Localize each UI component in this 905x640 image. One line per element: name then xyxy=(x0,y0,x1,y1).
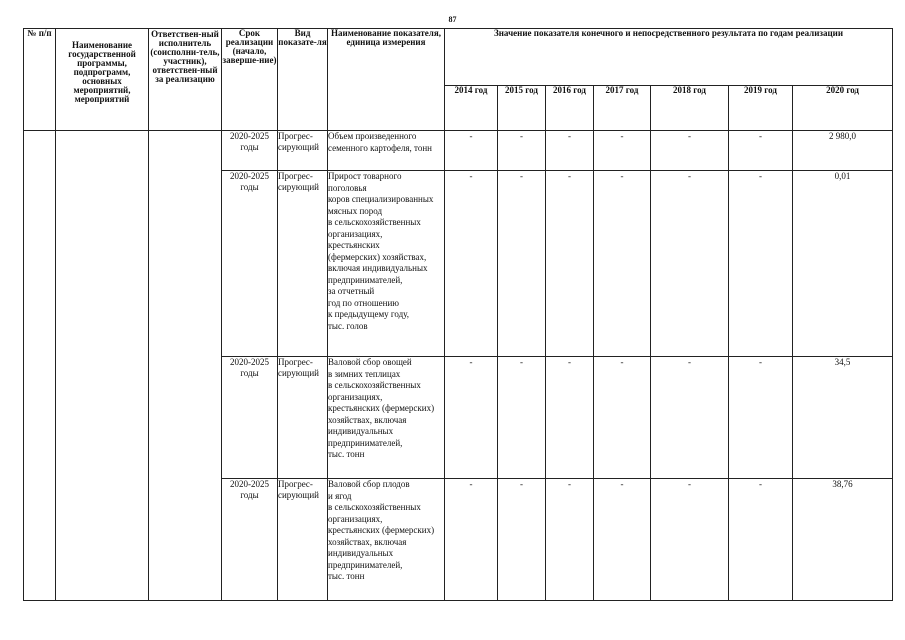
term-cell: 2020-2025 годы xyxy=(222,357,278,479)
indicator-line: год по отношению xyxy=(328,297,400,308)
header-term: Срок реализации (начало, заверше-ние) xyxy=(222,29,278,131)
value-2019: - xyxy=(729,357,793,479)
header-year-2015: 2015 год xyxy=(498,86,546,131)
indicator-name-cell xyxy=(328,479,445,601)
value-2018: - xyxy=(651,171,729,357)
table-row xyxy=(24,131,893,171)
value-2017: - xyxy=(594,479,651,601)
header-year-2016: 2016 год xyxy=(546,86,594,131)
value-2019: - xyxy=(729,131,793,171)
value-2016: - xyxy=(546,357,594,479)
indicator-line: (фермерских) хозяйствах, xyxy=(328,251,427,262)
header-executor: Ответствен-ный исполнитель (соисполни-тель, участник), ответствен-ный за реализацию xyxy=(149,29,222,131)
indicator-line: в сельскохозяйственных xyxy=(328,380,421,390)
value-2017: - xyxy=(594,131,651,171)
indicator-line: организациях, xyxy=(328,228,383,239)
indicator-line: к предыдущему году, xyxy=(328,309,410,319)
indicator-line: Объем произведенного xyxy=(328,131,417,141)
indicator-line: в сельскохозяйственных xyxy=(328,217,421,227)
header-program: Наименование государственной программы, подпрограмм, основных мероприятий, мероприятий xyxy=(56,29,149,131)
header-num: № п/п xyxy=(24,29,56,131)
term-cell: 2020-2025 годы xyxy=(222,171,278,357)
header-year-2019: 2019 год xyxy=(729,86,793,131)
indicator-line: включая индивидуальных xyxy=(328,263,428,273)
indicator-line: индивидуальных xyxy=(328,548,394,558)
indicator-name-cell xyxy=(328,131,445,171)
value-2020: 38,76 xyxy=(793,479,893,601)
indicator-line: тыс. тонн xyxy=(328,449,365,459)
value-2020: 34,5 xyxy=(793,357,893,479)
header-year-2020: 2020 год xyxy=(793,86,893,131)
term-cell: 2020-2025 годы xyxy=(222,131,278,171)
value-2014: - xyxy=(445,479,498,601)
indicator-line: крестьянских xyxy=(328,240,380,250)
value-2018: - xyxy=(651,357,729,479)
value-2014: - xyxy=(445,357,498,479)
indicator-name-cell xyxy=(328,171,445,357)
indicator-line: предпринимателей, xyxy=(328,274,403,285)
indicator-line: Валовой сбор плодов xyxy=(328,479,410,489)
header-year-2014: 2014 год xyxy=(445,86,498,131)
value-2014: - xyxy=(445,171,498,357)
value-2015: - xyxy=(498,131,546,171)
value-2016: - xyxy=(546,171,594,357)
value-2020: 0,01 xyxy=(793,171,893,357)
kind-cell: Прогрес-сирующий xyxy=(278,131,328,171)
kind-cell: Прогрес-сирующий xyxy=(278,479,328,601)
kind-cell: Прогрес-сирующий xyxy=(278,171,328,357)
header-values-group: Значение показателя конечного и непосредственного результата по годам реализации xyxy=(445,29,893,86)
indicator-line: мясных пород xyxy=(328,205,383,216)
header-year-2018: 2018 год xyxy=(651,86,729,131)
num-cell xyxy=(24,131,56,601)
term-cell: 2020-2025 годы xyxy=(222,479,278,601)
indicator-line: тыс. голов xyxy=(328,320,368,331)
executor-cell xyxy=(149,131,222,601)
header-kind: Вид показате-ля xyxy=(278,29,328,131)
value-2016: - xyxy=(546,131,594,171)
header-year-2017: 2017 год xyxy=(594,86,651,131)
indicator-name-cell xyxy=(328,357,445,479)
indicator-line: индивидуальных xyxy=(328,426,394,436)
value-2019: - xyxy=(729,171,793,357)
kind-cell: Прогрес-сирующий xyxy=(278,357,328,479)
header-indicator: Наименование показателя, единица измерения xyxy=(328,29,445,131)
value-2015: - xyxy=(498,479,546,601)
indicator-line: поголовья xyxy=(328,182,367,193)
indicator-line: предпринимателей, xyxy=(328,559,403,570)
indicator-line: крестьянских (фермерских) xyxy=(328,525,435,535)
value-2014: - xyxy=(445,131,498,171)
program-cell xyxy=(56,131,149,601)
indicator-line: за отчетный xyxy=(328,286,375,296)
value-2015: - xyxy=(498,357,546,479)
indicator-line: хозяйствах, включая xyxy=(328,414,407,425)
indicator-line: семенного картофеля, тонн xyxy=(328,142,432,153)
page-number: 87 xyxy=(448,15,457,24)
indicator-line: тыс. тонн xyxy=(328,571,365,581)
value-2017: - xyxy=(594,171,651,357)
indicator-line: Прирост товарного xyxy=(328,171,402,181)
value-2020: 2 980,0 xyxy=(793,131,893,171)
indicator-line: в сельскохозяйственных xyxy=(328,502,421,512)
value-2017: - xyxy=(594,357,651,479)
indicator-line: предпринимателей, xyxy=(328,437,403,448)
indicator-line: хозяйствах, включая xyxy=(328,536,407,547)
indicator-line: организациях, xyxy=(328,391,383,402)
indicator-line: в зимних теплицах xyxy=(328,368,401,379)
value-2018: - xyxy=(651,479,729,601)
indicator-line: и ягод xyxy=(328,490,352,501)
value-2016: - xyxy=(546,479,594,601)
indicators-table xyxy=(23,28,893,601)
value-2019: - xyxy=(729,479,793,601)
indicator-line: крестьянских (фермерских) xyxy=(328,403,435,413)
value-2018: - xyxy=(651,131,729,171)
value-2015: - xyxy=(498,171,546,357)
indicator-line: организациях, xyxy=(328,513,383,524)
indicator-line: Валовой сбор овощей xyxy=(328,357,412,367)
indicator-line: коров специализированных xyxy=(328,194,434,204)
